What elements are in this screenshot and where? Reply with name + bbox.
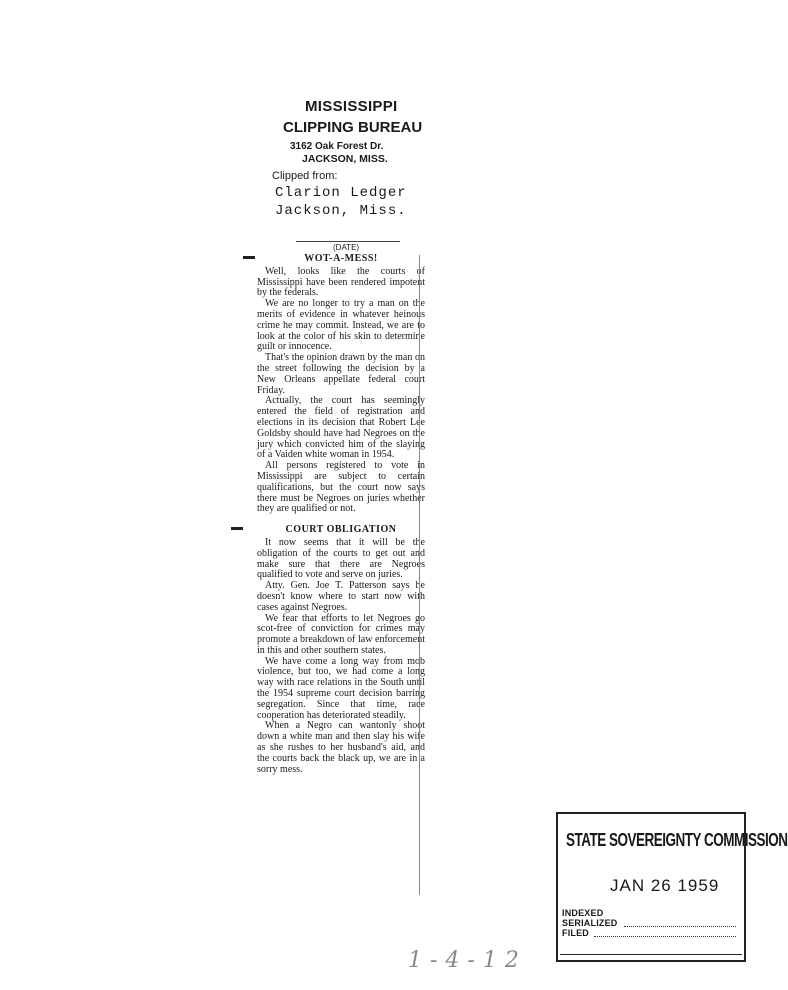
- stamp-serialized-label: SERIALIZED: [562, 918, 618, 928]
- handwritten-file-number: 1-4-12: [408, 948, 527, 973]
- sovereignty-commission-stamp: [556, 812, 788, 962]
- stamp-inner-rule: [560, 954, 742, 955]
- newspaper-city: Jackson, Miss.: [275, 203, 407, 219]
- date-label: (DATE): [333, 243, 360, 252]
- stamp-serialized-line: [624, 926, 736, 927]
- margin-mark: [243, 256, 255, 259]
- bureau-name-line1: MISSISSIPPI: [305, 98, 398, 115]
- article-paragraph: Actually, the court has seemingly entered the field of registration and elections in its decision that Robert Lee Goldsby should have had Negroes on the jury which convicted him of the slaying of a Vaiden white woman in 1954.: [257, 395, 425, 461]
- clipped-from-label: Clipped from:: [272, 170, 338, 182]
- article-subhead: [257, 525, 425, 536]
- article-paragraph: That's the opinion drawn by the man on the street following the decision by a New Orleans appellate federal court Friday.: [257, 352, 425, 396]
- article-headline-text: WOT-A-MESS!: [304, 253, 378, 264]
- article-paragraph: When a Negro can wantonly shoot down a white man and then slay his wife as she rushes to her husband's aid, and the courts back the black up, we are in a sorry mess.: [257, 720, 425, 775]
- bureau-address: 3162 Oak Forest Dr.: [290, 141, 384, 152]
- article: [257, 254, 425, 775]
- newspaper-name: Clarion Ledger: [275, 185, 407, 201]
- bureau-city: JACKSON, MISS.: [302, 153, 388, 165]
- article-paragraph: We fear that efforts to let Negroes go scot-free of conviction for crimes may promote a breakdown of law enforcement in this and other southern states.: [257, 612, 425, 656]
- article-paragraph: We have come a long way from mob violence, but too, we had come a long way with race relations in the South until the 1954 supreme court decision barring segregation. Since that time, race cooperation has deteriorated steadily.: [257, 655, 425, 721]
- stamp-title: STATE SOVEREIGNTY COMMISSION: [566, 830, 788, 851]
- stamp-date: JAN 26 1959: [610, 876, 720, 895]
- stamp-indexed-label: INDEXED: [562, 908, 604, 918]
- article-paragraph: We are no longer to try a man on the merits of evidence in whatever heinous crime he may commit. Instead, we are to look at the color of his skin to determine guilt or innocence.: [257, 298, 425, 353]
- article-paragraph: Atty. Gen. Joe T. Patterson says he doesn't know where to start now with cases against Negroes.: [257, 580, 425, 613]
- bureau-name-line2: CLIPPING BUREAU: [283, 119, 423, 136]
- margin-mark: [231, 527, 243, 530]
- stamp-filed-label: FILED: [562, 928, 589, 938]
- article-paragraph: Well, looks like the courts of Mississippi have been rendered impotent by the federals.: [257, 265, 425, 299]
- article-paragraph: It now seems that it will be the obligation of the courts to get out and make sure that there are Negroes qualified to vote and serve on juries.: [257, 536, 425, 581]
- date-rule: [296, 241, 400, 242]
- column-rule: [419, 255, 420, 895]
- article-headline: [257, 254, 425, 265]
- article-subhead-text: COURT OBLIGATION: [285, 524, 397, 536]
- stamp-filed-line: [594, 936, 736, 937]
- article-paragraph: All persons registered to vote in Mississippi are subject to certain qualifications, but the court now says there must be Negroes on juries whether they are qualified or not.: [257, 460, 425, 515]
